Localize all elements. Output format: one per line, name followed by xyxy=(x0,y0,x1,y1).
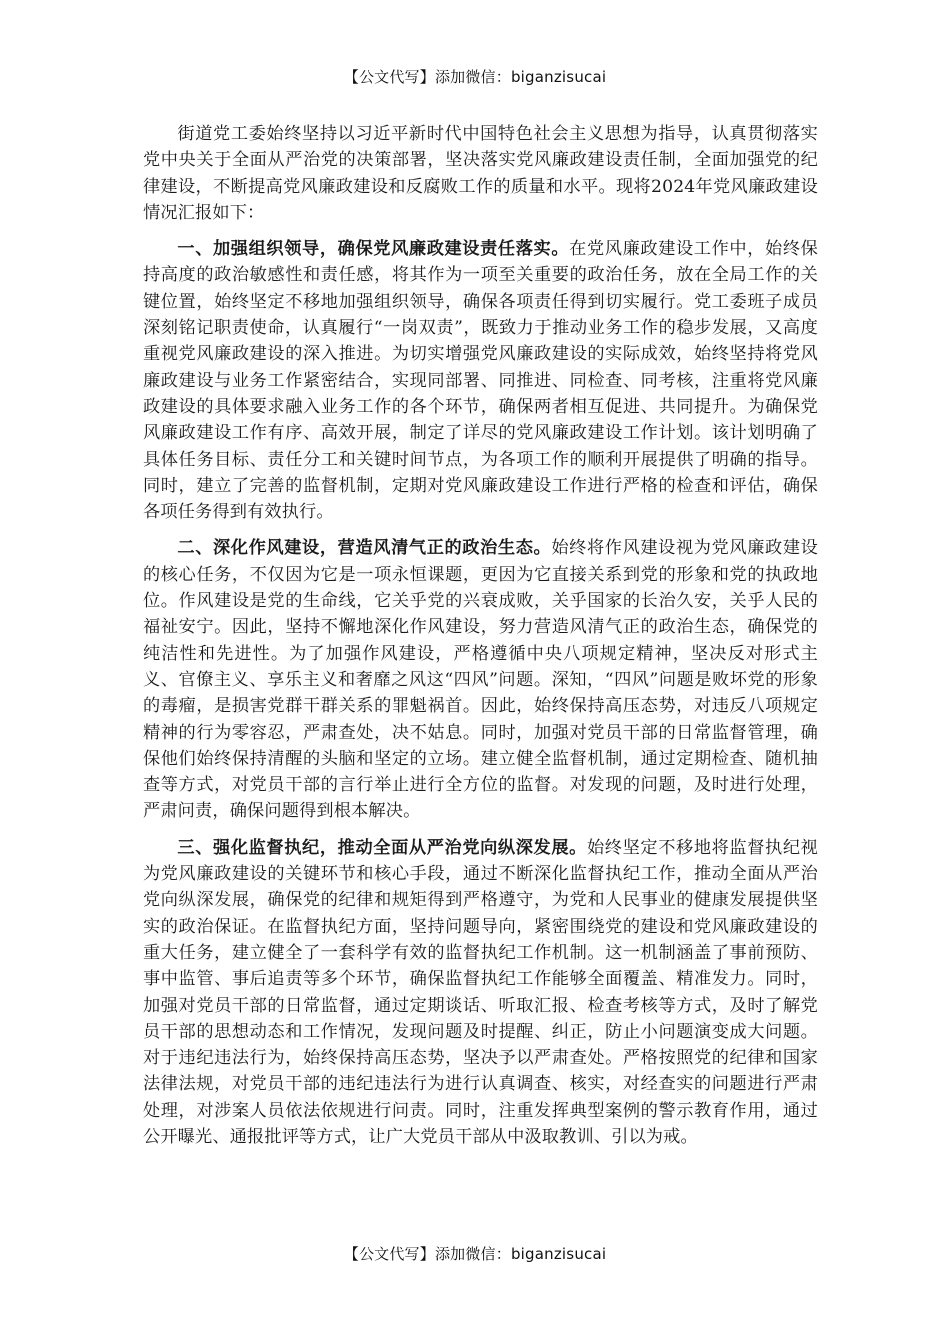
section-2-paragraph xyxy=(143,535,818,824)
page-footer-watermark: 【公文代写】添加微信：biganzisucai xyxy=(343,1245,607,1263)
section-1-text: 在党风廉政建设工作中，始终保持高度的政治敏感性和责任感，将其作为一项至关重要的政治任务，放在全局工作的关键位置，始终坚定不移地加强组织领导，确保各项责任得到切实履行。党工委班子成员深刻铭记职责使命，认真履行“一岗双责”，既致力于推动业务工作的稳步发展，又高度重视党风廉政建设的深入推进。为切实增强党风廉政建设的实际成效，始终坚持将党风廉政建设与业务工作紧密结合，实现同部署、同推进、同检查、同考核，注重将党风廉政建设的具体要求融入业务工作的各个环节，确保两者相互促进、共同提升。为确保党风廉政建设工作有序、高效开展，制定了详尽的党风廉政建设工作计划。该计划明确了具体任务目标、责任分工和关键时间节点，为各项工作的顺利开展提供了明确的指导。同时，建立了完善的监督机制，定期对党风廉政建设工作进行严格的检查和评估，确保各项任务得到有效执行。 xyxy=(143,239,818,523)
section-2-text: 始终将作风建设视为党风廉政建设的核心任务，不仅因为它是一项永恒课题，更因为它直接关系到党的形象和党的执政地位。作风建设是党的生命线，它关乎党的兴衰成败，关乎国家的长治久安，关乎人民的福祉安宁。因此，坚持不懈地深化作风建设，努力营造风清气正的政治生态，确保党的纯洁性和先进性。为了加强作风建设，严格遵循中央八项规定精神，坚决反对形式主义、官僚主义、享乐主义和奢靡之风这“四风”问题。深知，“四风”问题是败坏党的形象的毒瘤，是损害党群干群关系的罪魁祸首。因此，始终保持高压态势，对违反八项规定精神的行为零容忍，严肃查处，决不姑息。同时，加强对党员干部的日常监督管理，确保他们始终保持清醒的头脑和坚定的立场。建立健全监督机制，通过定期检查、随机抽查等方式，对党员干部的言行举止进行全方位的监督。对发现的问题，及时进行处理，严肃问责，确保问题得到根本解决。 xyxy=(143,538,818,822)
section-2-heading: 二、深化作风建设，营造风清气正的政治生态。 xyxy=(177,538,552,559)
section-3-heading: 三、强化监督执纪，推动全面从严治党向纵深发展。 xyxy=(177,837,587,858)
section-3-paragraph xyxy=(143,835,818,1151)
document-body xyxy=(143,121,818,1160)
section-3-text: 始终坚定不移地将监督执纪视为党风廉政建设的关键环节和核心手段，通过不断深化监督执纪工作，推动全面从严治党向纵深发展，确保党的纪律和规矩得到严格遵守，为党和人民事业的健康发展提供坚实的政治保证。在监督执纪方面，坚持问题导向，紧密围绕党的建设和党风廉政建设的重大任务，建立健全了一套科学有效的监督执纪工作机制。这一机制涵盖了事前预防、事中监管、事后追责等多个环节，确保监督执纪工作能够全面覆盖、精准发力。同时，加强对党员干部的日常监督，通过定期谈话、听取汇报、检查考核等方式，及时了解党员干部的思想动态和工作情况，发现问题及时提醒、纠正，防止小问题演变成大问题。对于违纪违法行为，始终保持高压态势，坚决予以严肃查处。严格按照党的纪律和国家法律法规，对党员干部的违纪违法行为进行认真调查、核实，对经查实的问题进行严肃处理，对涉案人员依法依规进行问责。同时，注重发挥典型案例的警示教育作用，通过公开曝光、通报批评等方式，让广大党员干部从中汲取教训、引以为戒。 xyxy=(143,837,818,1147)
page-header-watermark: 【公文代写】添加微信：biganzisucai xyxy=(343,68,607,86)
section-1-heading: 一、加强组织领导，确保党风廉政建设责任落实。 xyxy=(177,239,570,260)
section-1-paragraph xyxy=(143,236,818,525)
intro-paragraph: 街道党工委始终坚持以习近平新时代中国特色社会主义思想为指导，认真贯彻落实党中央关于全面从严治党的决策部署，坚决落实党风廉政建设责任制，全面加强党的纪律建设，不断提高党风廉政建设和反腐败工作的质量和水平。现将2024年党风廉政建设情况汇报如下： xyxy=(143,124,818,223)
